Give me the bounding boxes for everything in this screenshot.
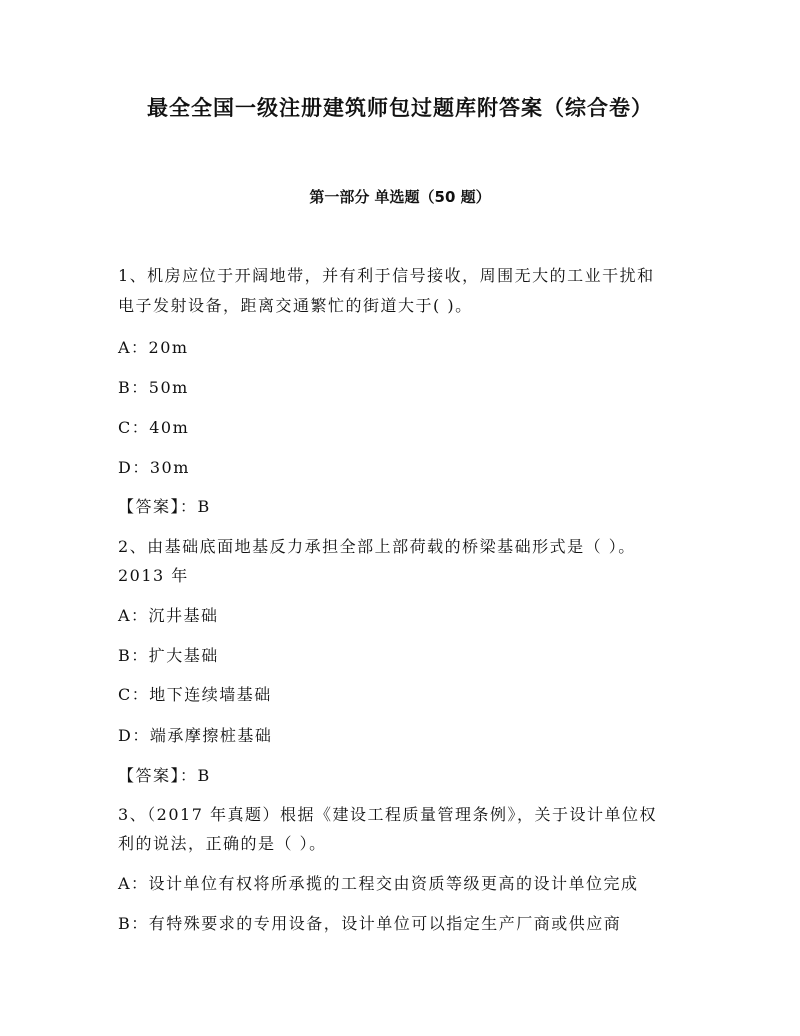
question-1-stem-line-1: 1、机房应位于开阔地带，并有利于信号接收，周围无大的工业干扰和 xyxy=(118,266,655,285)
question-1-option-a: A：20m xyxy=(118,338,189,357)
question-1-option-c: C：40m xyxy=(118,418,190,437)
question-2-answer: 【答案】：B xyxy=(118,766,211,785)
question-1-stem-line-2: 电子发射设备，距离交通繁忙的街道大于( )。 xyxy=(118,296,473,315)
question-2-stem-line-1: 2、由基础底面地基反力承担全部上部荷载的桥梁基础形式是（ ）。 xyxy=(118,537,636,556)
question-1-answer: 【答案】：B xyxy=(118,497,211,516)
question-3-option-b: B：有特殊要求的专用设备，设计单位可以指定生产厂商或供应商 xyxy=(118,914,622,933)
question-2-option-b: B：扩大基础 xyxy=(118,646,219,665)
question-2-option-a: A：沉井基础 xyxy=(118,606,219,625)
section-title: 第一部分 单选题（50 题） xyxy=(309,188,491,206)
question-3-stem-line-1: 3、（2017 年真题）根据《建设工程质量管理条例》，关于设计单位权 xyxy=(118,805,657,824)
question-1-option-b: B：50m xyxy=(118,378,189,397)
question-3-option-a: A：设计单位有权将所承揽的工程交由资质等级更高的设计单位完成 xyxy=(118,874,639,893)
question-2-stem-line-2: 2013 年 xyxy=(118,566,189,585)
question-1-option-d: D：30m xyxy=(118,458,190,477)
question-2-option-c: C：地下连续墙基础 xyxy=(118,685,272,704)
question-3-stem-line-2: 利的说法，正确的是（ ）。 xyxy=(118,834,327,853)
document-title: 最全全国一级注册建筑师包过题库附答案（综合卷） xyxy=(147,95,653,120)
question-2-option-d: D：端承摩擦桩基础 xyxy=(118,726,273,745)
